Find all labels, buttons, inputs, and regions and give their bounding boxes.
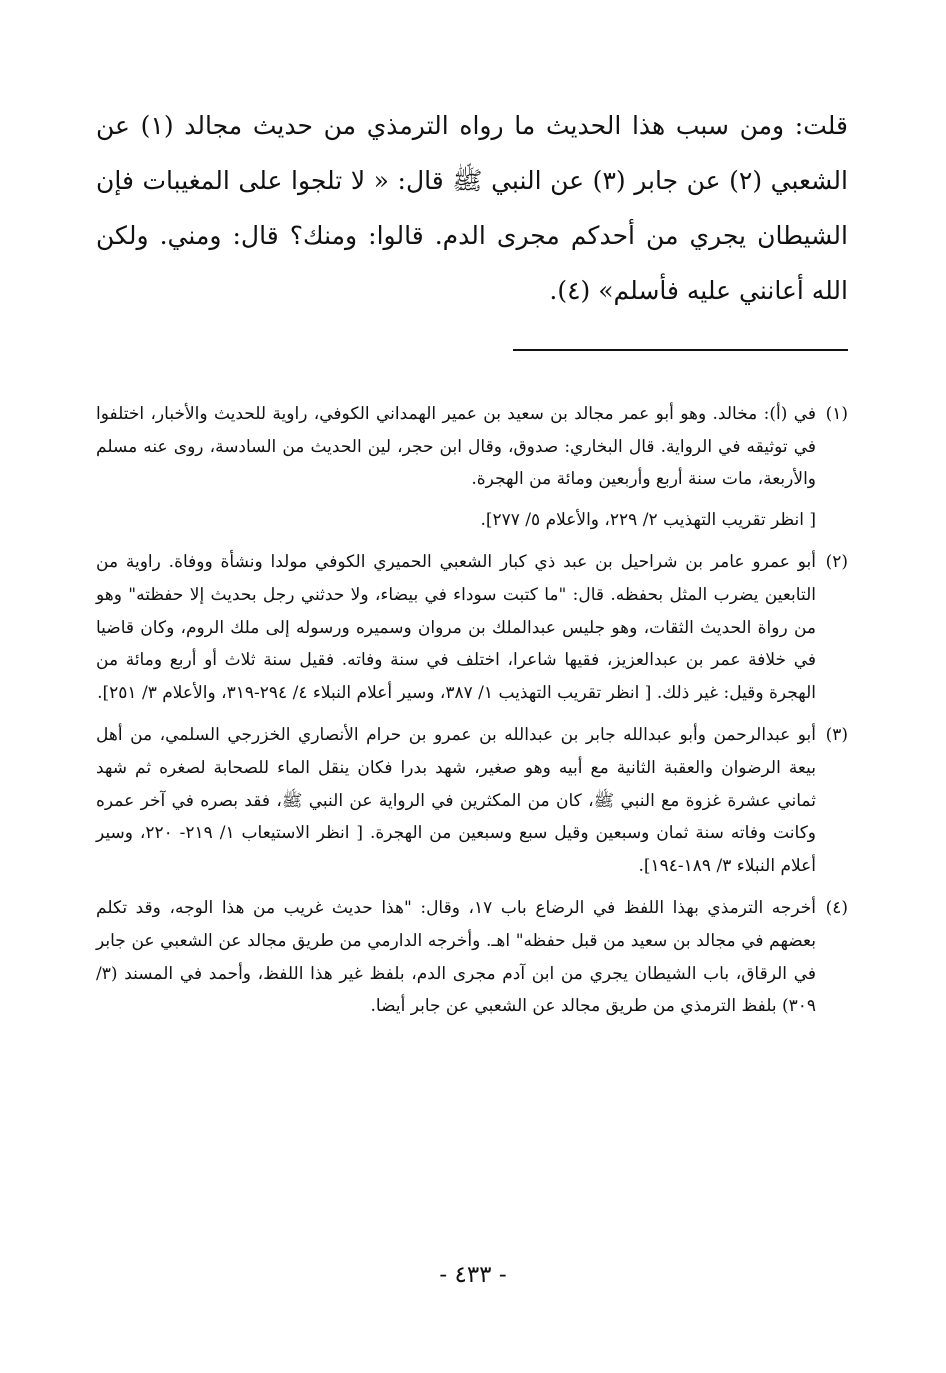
footnote-4 [96,892,848,1022]
footnote-2 [96,546,848,709]
footnote-number: (٢) [825,552,848,573]
footnote-number: (٤) [825,898,848,919]
footnote-reference: [ انظر تقريب التهذيب ٢/ ٢٢٩، والأعلام ٥/ ٢٧٧]. [480,509,816,530]
footnote-number: (١) [825,404,848,424]
footnote-number: (٣) [825,725,848,746]
main-paragraph: قلت: ومن سبب هذا الحديث ما رواه الترمذي من حديث مجالد (١) عن الشعبي (٢) عن جابر (٣) عن النبي ﷺ قال: « لا تلجوا على المغيبات فإن الشيطان يجري من أحدكم مجرى الدم. قالوا: ومنك؟ قال: ومني. ولكن الله أعانني عليه فأسلم» (٤). [96,111,848,305]
footnote-separator [513,349,848,351]
page-number: - ٤٣٣ - [439,1262,507,1288]
footnote-text: أبو عمرو عامر بن شراحيل بن عبد ذي كبار الشعبي الحميري الكوفي مولدا ونشأة ووفاة. راوية من التابعين يضرب المثل بحفظه. قال: "ما كتبت سوداء في بيضاء، ولا حدثني رجل بحديث إلا حفظته" وهو من رواة الحديث الثقات، وهو جليس عبدالملك بن مروان وسميره ورسوله إلى ملك الروم، وكان قاضيا في خلافة عمر بن عبدالعزيز، فقيها شاعرا، اختلف في سنة وفاته. فقيل سنة ثلاث أو أربع ومائة من الهجرة وقيل: غير ذلك. [ انظر تقريب التهذيب ١/ ٣٨٧، وسير أعلام النبلاء ٤/ ٢٩٤-٣١٩، والأعلام ٣/ ٢٥١]. [96,552,816,703]
footnote-text: في (أ): مخالد. وهو أبو عمر مجالد بن سعيد بن عمير الهمداني الكوفي، راوية للحديث والأخبار، اختلفوا في توثيقه في الرواية. قال البخاري: صدوق، وقال ابن حجر، لين الحديث من السادسة، روى عنه مسلم والأربعة، مات سنة أربع وأربعين ومائة من الهجرة. [96,404,816,490]
footnote-3 [96,719,848,882]
footnote-text: أبو عبدالرحمن وأبو عبدالله جابر بن عبدالله بن عمرو بن حرام الأنصاري الخزرجي السلمي، من أهل بيعة الرضوان والعقبة الثانية مع أبيه وهو صغير، شهد بدرا فكان ينقل الماء للصحابة لصغره ثم شهد ثماني عشرة غزوة مع النبي ﷺ، كان من المكثرين في الرواية عن النبي ﷺ، فقد بصره في آخر عمره وكانت وفاته سنة ثمان وسبعين وقيل سبع وسبعين من الهجرة. [ انظر الاستيعاب ١/ ٢١٩- ٢٢٠، وسير أعلام النبلاء ٣/ ١٨٩-١٩٤]. [96,725,816,876]
footnote-1 [96,398,848,536]
main-text [96,98,848,318]
footnotes [96,398,848,1033]
footnote-text: أخرجه الترمذي بهذا اللفظ في الرضاع باب ١٧، وقال: "هذا حديث غريب من هذا الوجه، وقد تكلم بعضهم في مجالد بن سعيد من قبل حفظه" اهـ. وأخرجه الدارمي من طريق مجالد عن الشعبي عن جابر في الرقاق، باب الشيطان يجري من ابن آدم مجرى الدم، بلفظ غير هذا اللفظ، وأحمد في المسند (٣/ ٣٠٩) بلفظ الترمذي من طريق مجالد عن الشعبي عن جابر أيضا. [96,898,816,1017]
